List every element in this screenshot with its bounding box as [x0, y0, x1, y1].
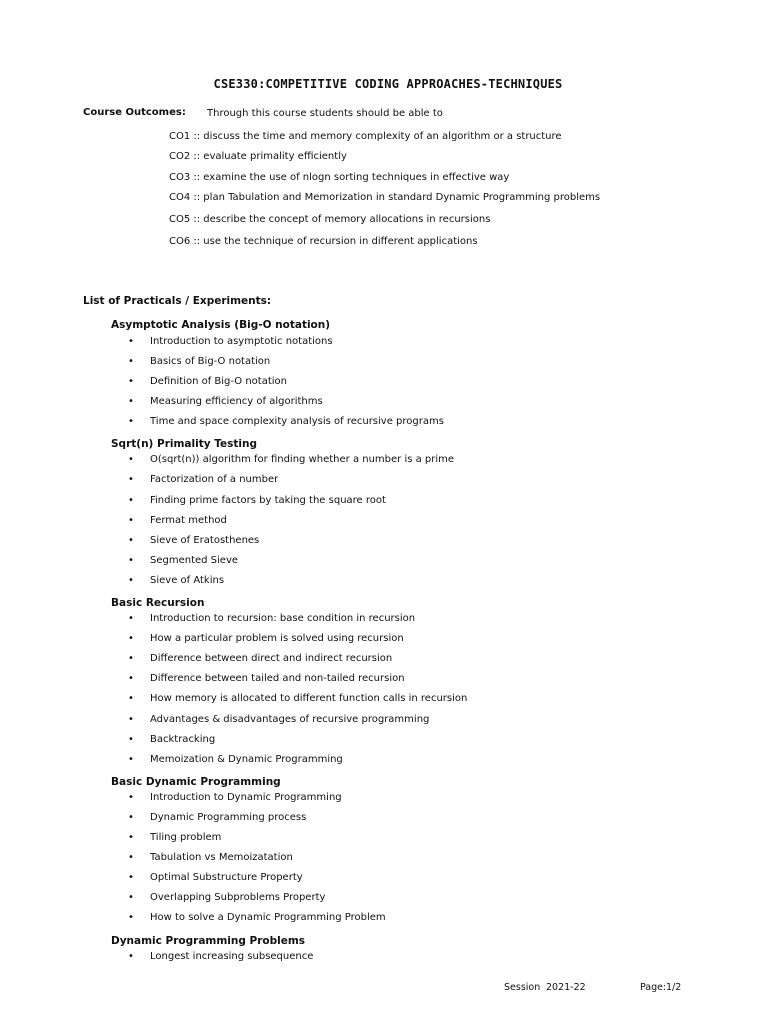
practical-item: Longest increasing subsequence — [150, 951, 314, 962]
session-label: Session — [504, 982, 541, 993]
outcome-co4: CO4 :: plan Tabulation and Memorization in standard Dynamic Programming problems — [169, 192, 601, 203]
practical-item: Memoization & Dynamic Programming — [150, 754, 343, 765]
practical-item: Sieve of Eratosthenes — [150, 535, 260, 546]
practical-item: Introduction to Dynamic Programming — [150, 792, 342, 803]
course-title: CSE330:COMPETITIVE CODING APPROACHES-TECHNIQUES — [213, 77, 563, 91]
practical-item: Basics of Big-O notation — [150, 356, 271, 367]
practical-item: Advantages & disadvantages of recursive programming — [150, 714, 430, 725]
practical-item: Segmented Sieve — [150, 555, 239, 566]
bullet-icon: • — [128, 734, 134, 745]
section-title: Sqrt(n) Primality Testing — [111, 438, 257, 450]
bullet-icon: • — [128, 474, 134, 485]
course-outcomes-label: Course Outcomes: — [83, 107, 186, 118]
practical-item: Introduction to asymptotic notations — [150, 336, 333, 347]
bullet-icon: • — [128, 872, 134, 883]
practical-item: Difference between direct and indirect recursion — [150, 653, 393, 664]
page-label: Page: — [640, 982, 667, 993]
bullet-icon: • — [128, 693, 134, 704]
practical-item: Tabulation vs Memoizatation — [150, 852, 293, 863]
outcome-co6: CO6 :: use the technique of recursion in different applications — [169, 236, 478, 247]
practicals-list-title: List of Practicals / Experiments: — [83, 295, 272, 307]
section-title: Dynamic Programming Problems — [111, 935, 306, 947]
practical-item: How a particular problem is solved using recursion — [150, 633, 404, 644]
section-title: Basic Recursion — [111, 597, 205, 609]
bullet-icon: • — [128, 555, 134, 566]
bullet-icon: • — [128, 535, 134, 546]
bullet-icon: • — [128, 892, 134, 903]
practical-item: Overlapping Subproblems Property — [150, 892, 326, 903]
bullet-icon: • — [128, 376, 134, 387]
bullet-icon: • — [128, 633, 134, 644]
outcome-co5: CO5 :: describe the concept of memory allocations in recursions — [169, 214, 491, 225]
course-outcomes-intro: Through this course students should be able to — [207, 108, 443, 119]
practical-item: Tiling problem — [150, 832, 222, 843]
bullet-icon: • — [128, 792, 134, 803]
outcome-co3: CO3 :: examine the use of nlogn sorting techniques in effective way — [169, 172, 510, 183]
bullet-icon: • — [128, 653, 134, 664]
section-title: Asymptotic Analysis (Big-O notation) — [111, 319, 331, 331]
practical-item: Optimal Substructure Property — [150, 872, 303, 883]
outcome-co1: CO1 :: discuss the time and memory complexity of an algorithm or a structure — [169, 131, 562, 142]
page-number: 1/2 — [666, 982, 682, 993]
bullet-icon: • — [128, 714, 134, 725]
section-title: Basic Dynamic Programming — [111, 776, 281, 788]
practical-item: Dynamic Programming process — [150, 812, 307, 823]
bullet-icon: • — [128, 912, 134, 923]
bullet-icon: • — [128, 673, 134, 684]
bullet-icon: • — [128, 356, 134, 367]
practical-item: Sieve of Atkins — [150, 575, 225, 586]
bullet-icon: • — [128, 396, 134, 407]
practical-item: O(sqrt(n)) algorithm for finding whether a number is a prime — [150, 454, 455, 465]
bullet-icon: • — [128, 613, 134, 624]
practical-item: Measuring efficiency of algorithms — [150, 396, 323, 407]
practical-item: Fermat method — [150, 515, 227, 526]
practical-item: Definition of Big-O notation — [150, 376, 288, 387]
practical-item: How memory is allocated to different function calls in recursion — [150, 693, 468, 704]
session-value: 2021-22 — [546, 982, 586, 993]
practical-item: Introduction to recursion: base condition in recursion — [150, 613, 416, 624]
practical-item: How to solve a Dynamic Programming Problem — [150, 912, 386, 923]
bullet-icon: • — [128, 575, 134, 586]
bullet-icon: • — [128, 515, 134, 526]
bullet-icon: • — [128, 416, 134, 427]
bullet-icon: • — [128, 454, 134, 465]
bullet-icon: • — [128, 812, 134, 823]
practical-item: Factorization of a number — [150, 474, 279, 485]
bullet-icon: • — [128, 951, 134, 962]
outcome-co2: CO2 :: evaluate primality efficiently — [169, 151, 347, 162]
bullet-icon: • — [128, 832, 134, 843]
bullet-icon: • — [128, 495, 134, 506]
practical-item: Finding prime factors by taking the square root — [150, 495, 386, 506]
practical-item: Difference between tailed and non-tailed recursion — [150, 673, 405, 684]
bullet-icon: • — [128, 754, 134, 765]
bullet-icon: • — [128, 336, 134, 347]
practical-item: Backtracking — [150, 734, 216, 745]
bullet-icon: • — [128, 852, 134, 863]
practical-item: Time and space complexity analysis of recursive programs — [150, 416, 444, 427]
